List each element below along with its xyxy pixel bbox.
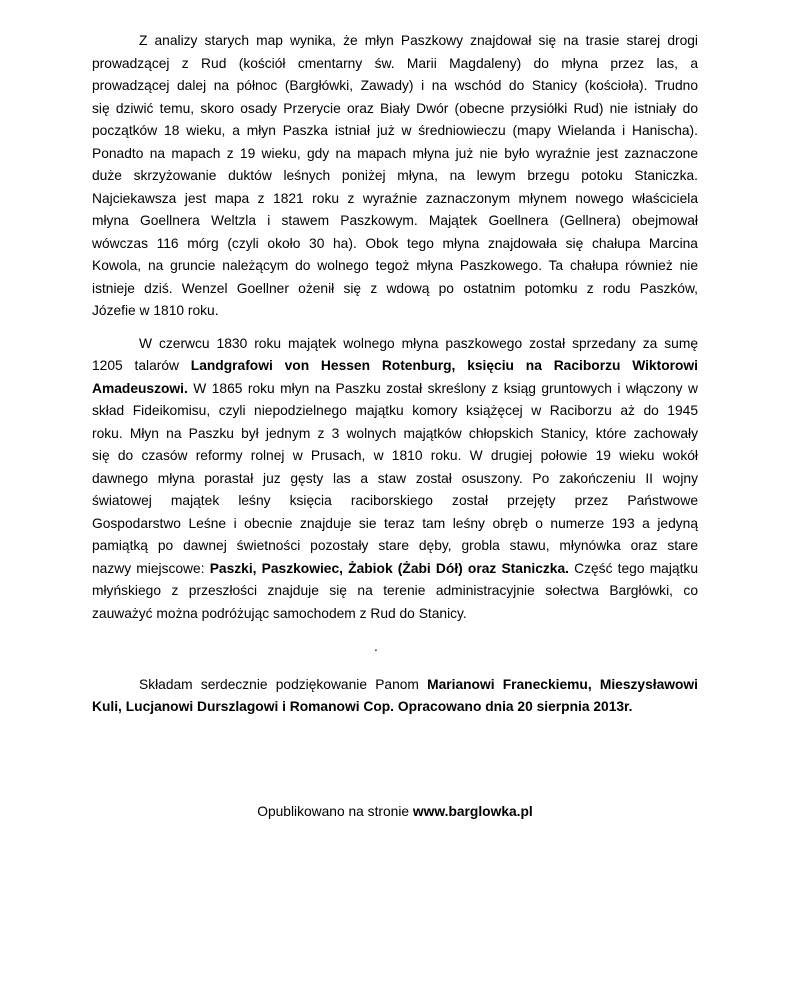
text-line (92, 580, 698, 603)
text-line (92, 143, 698, 166)
text-run: światowej majątek leśny księcia raciborskiego został przejęty przez Państwowe (92, 493, 698, 508)
text-line (92, 468, 698, 491)
text-run: dawnego młyna porastał juz gęsty las a staw został osuszony. Po zakończeniu II wojny (92, 470, 698, 486)
text-line (92, 30, 698, 53)
text-line (92, 674, 698, 697)
text-line (92, 255, 698, 278)
text-run: zauważyć można podróżując samochodem z Rud do Stanicy. (92, 605, 467, 621)
text-line (92, 423, 698, 446)
text-run: Najciekawsza jest mapa z 1821 roku z wyraźnie zaznaczonym młynem nowego właściciela (92, 190, 698, 206)
separator-dot: . (374, 639, 378, 654)
text-line (92, 535, 698, 558)
text-line (92, 603, 698, 626)
paragraph-acknowledgements (92, 674, 698, 719)
text-line (92, 696, 698, 719)
text-run: Józefie w 1810 roku. (92, 303, 219, 318)
text-run: prowadzącej dalej na północ (Bargłówki, Zawady) i na wschód do Stanicy (kościoła). Trudno (92, 78, 698, 93)
footer-website: www.barglowka.pl (412, 803, 533, 819)
text-run: pamiątką po dawnej świetności pozostały stare dęby, grobla stawu, młynówka oraz stare (92, 538, 698, 553)
text-run: nazwy miejscowe: (92, 560, 210, 576)
text-run: Kowola, na gruncie należącym do wolnego tegoż młyna Paszkowego. Ta chałupa również nie (92, 258, 698, 273)
text-line (92, 400, 698, 423)
text-run: W czerwcu 1830 roku majątek wolnego młyna paszkowego został sprzedany za sumę (139, 335, 698, 351)
bold-text-run: Kuli, Lucjanowi Durszlagowi i Romanowi Cop. Opracowano dnia 20 sierpnia 2013r. (92, 699, 633, 714)
text-run: Ponadto na mapach z 19 wieku, gdy na mapach młyna już nie było wyraźnie jest zaznaczone (92, 145, 698, 161)
text-run: istnieje dziś. Wenzel Goellner ożenił się z wdową po ostatnim potomku z rodu Paszków, (92, 280, 698, 296)
text-line (92, 513, 698, 536)
text-run: duże skrzyżowanie duktów leśnych poniżej młyna, na lewym brzegu potoku Staniczka. (92, 168, 698, 183)
bold-text-run: Amadeuszowi. (92, 380, 188, 396)
text-run: W 1865 roku młyn na Paszku został skreślony z ksiąg gruntowych i włączony w (187, 380, 698, 396)
text-run: się do czasów reformy rolnej w Prusach, w 1810 roku. W drugiej połowie 19 wieku wokół (92, 448, 698, 463)
text-line (92, 355, 698, 378)
text-run: skład Fideikomisu, czyli niepodzielnego majątku komory książęcej w Raciborzu aż do 1945 (92, 403, 698, 418)
text-run: Część tego majątku (568, 560, 699, 576)
bold-text-run: Paszki, Paszkowiec, Żabiok (Żabi Dół) oraz Staniczka. (209, 560, 569, 576)
text-line (92, 210, 698, 233)
text-line (92, 233, 698, 256)
footer-prefix: Opublikowano na stronie (257, 803, 413, 819)
text-run: 1205 talarów (92, 358, 191, 373)
text-line (92, 120, 698, 143)
paragraph-mill-sale (92, 333, 698, 626)
text-run: Składam serdecznie podziękowanie Panom (139, 676, 428, 692)
paragraph-mill-history (92, 30, 698, 323)
text-run: młyna Goellnera Weltzla i stawem Paszkowym. Majątek Goellnera (Gellnera) obejmował (92, 213, 698, 228)
text-line (92, 300, 698, 323)
text-line (92, 53, 698, 76)
text-line (92, 75, 698, 98)
text-run: się dziwić temu, skoro osady Przerycie oraz Biały Dwór (obecne przysiółki Rud) nie istniały do (92, 100, 698, 116)
text-run: Z analizy starych map wynika, że młyn Paszkowy znajdował się na trasie starej drogi (139, 33, 698, 48)
text-line (92, 333, 698, 356)
text-run: początków 18 wieku, a młyn Paszka istniał już w średniowieczu (mapy Wielanda i Hanischa). (92, 123, 698, 138)
text-run: wówczas 116 mórg (czyli około 30 ha). Obok tego młyna znajdowała się chałupa Marcina (92, 235, 698, 251)
text-line (92, 378, 698, 401)
text-line (92, 188, 698, 211)
text-run: młyńskiego z przeszłości znajduje się na terenie administracyjnie sołectwa Bargłówki, co (92, 583, 698, 598)
document-body (92, 30, 698, 823)
footer-published-note (92, 801, 698, 824)
text-line (92, 165, 698, 188)
text-line (92, 490, 698, 513)
text-run: roku. Młyn na Paszku był jednym z 3 wolnych majątków chłopskich Stanicy, które zachowały (92, 425, 698, 441)
text-run: prowadzącej z Rud (kościół cmentarny św. Marii Magdaleny) do młyna przez las, a (92, 55, 698, 71)
bold-text-run: Marianowi Franeckiemu, Mieszysławowi (427, 676, 698, 692)
text-line (92, 278, 698, 301)
text-run: Gospodarstwo Leśne i obecnie znajduje sie teraz tam leśny obręb o numerze 193 a jedyną (92, 515, 698, 531)
text-line (92, 98, 698, 121)
text-line (92, 558, 698, 581)
text-line (92, 445, 698, 468)
bold-text-run: Landgrafowi von Hessen Rotenburg, księciu na Raciborzu Wiktorowi (190, 358, 698, 373)
